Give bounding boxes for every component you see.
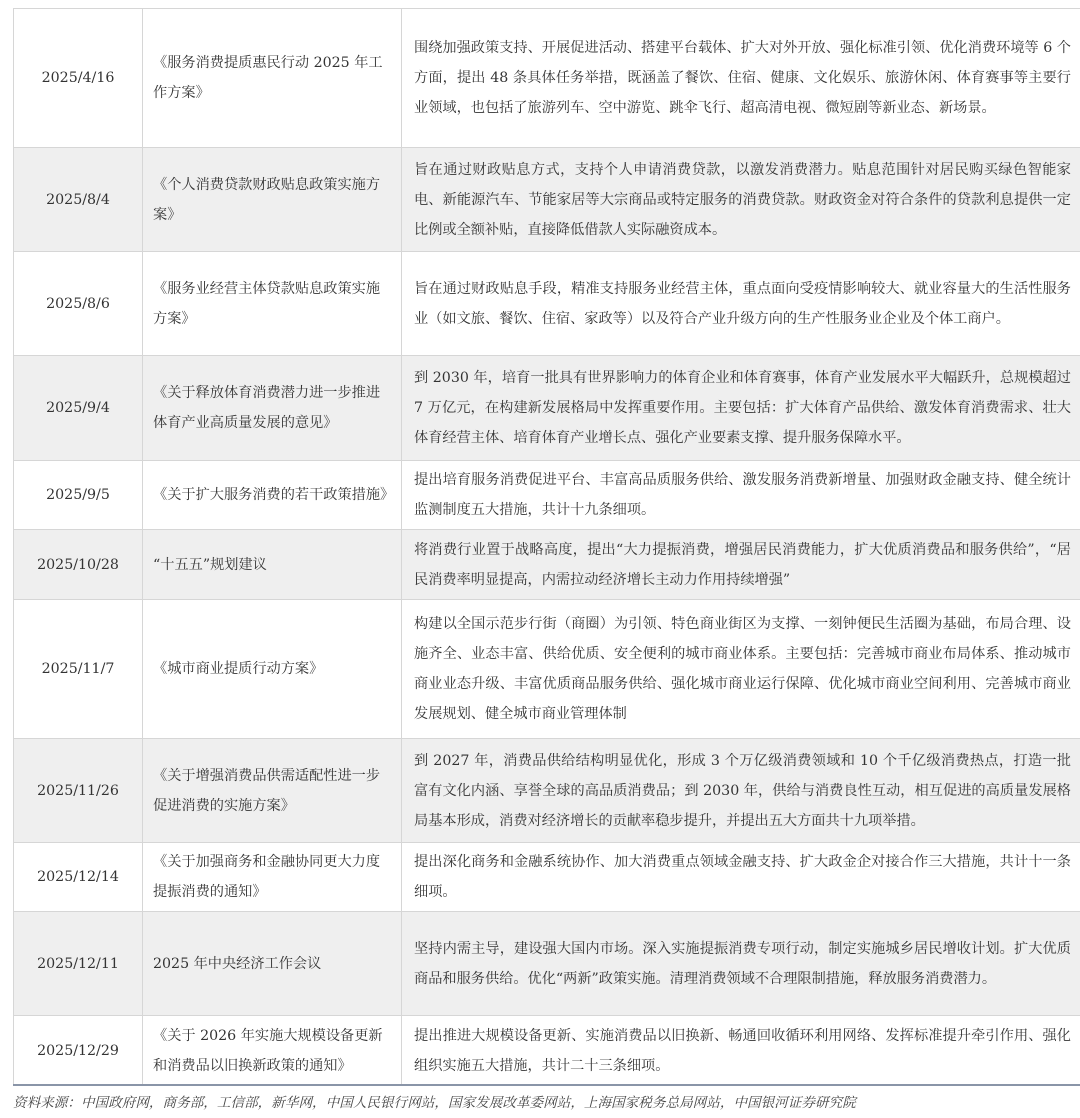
row-date: 2025/8/6 bbox=[14, 252, 143, 356]
table-row bbox=[14, 843, 1080, 912]
consumption-policy-table bbox=[13, 8, 1080, 1086]
row-policy-name: 《关于增强消费品供需适配性进一步促进消费的实施方案》 bbox=[143, 739, 402, 843]
row-policy-name: 《个人消费贷款财政贴息政策实施方案》 bbox=[143, 148, 402, 252]
row-policy-name: 《服务业经营主体贷款贴息政策实施方案》 bbox=[143, 252, 402, 356]
table-row bbox=[14, 252, 1080, 356]
row-date: 2025/12/11 bbox=[14, 912, 143, 1016]
row-policy-name: 《关于加强商务和金融协同更大力度提振消费的通知》 bbox=[143, 843, 402, 912]
row-policy-name: 2025 年中央经济工作会议 bbox=[143, 912, 402, 1016]
row-policy-name: 《关于释放体育消费潜力进一步推进体育产业高质量发展的意见》 bbox=[143, 356, 402, 461]
row-policy-content: 提出推进大规模设备更新、实施消费品以旧换新、畅通回收循环利用网络、发挥标准提升牵引作用、强化组织实施五大措施，共计二十三条细项。 bbox=[402, 1016, 1080, 1086]
row-policy-name: 《关于扩大服务消费的若干政策措施》 bbox=[143, 461, 402, 530]
table-row bbox=[14, 1016, 1080, 1086]
row-policy-content: 围绕加强政策支持、开展促进活动、搭建平台载体、扩大对外开放、强化标准引领、优化消费环境等 6 个方面，提出 48 条具体任务举措，既涵盖了餐饮、住宿、健康、文化娱乐、旅游休闲、体育赛事等主要行业领域，也包括了旅游列车、空中游览、跳伞飞行、超高清电视、微短剧等新业态、新场景。 bbox=[402, 9, 1080, 148]
row-policy-name: “十五五”规划建议 bbox=[143, 530, 402, 600]
row-policy-name: 《服务消费提质惠民行动 2025 年工作方案》 bbox=[143, 9, 402, 148]
row-policy-content: 构建以全国示范步行街（商圈）为引领、特色商业街区为支撑、一刻钟便民生活圈为基础，布局合理、设施齐全、业态丰富、供给优质、安全便利的城市商业体系。主要包括：完善城市商业布局体系、推动城市商业业态升级、丰富优质商品服务供给、强化城市商业运行保障、优化城市商业空间利用、完善城市商业发展规划、健全城市商业管理体制 bbox=[402, 600, 1080, 739]
row-policy-content: 到 2027 年，消费品供给结构明显优化，形成 3 个万亿级消费领域和 10 个千亿级消费热点，打造一批富有文化内涵、享誉全球的高品质消费品；到 2030 年，供给与消费良性互动，相互促进的高质量发展格局基本形成，消费对经济增长的贡献率稳步提升，并提出五大方面共十九项举措。 bbox=[402, 739, 1080, 843]
row-policy-content: 将消费行业置于战略高度，提出“大力提振消费，增强居民消费能力，扩大优质消费品和服务供给”，“居民消费率明显提高，内需拉动经济增长主动力作用持续增强” bbox=[402, 530, 1080, 600]
table-row bbox=[14, 461, 1080, 530]
row-policy-name: 《关于 2026 年实施大规模设备更新和消费品以旧换新政策的通知》 bbox=[143, 1016, 402, 1086]
row-date: 2025/12/29 bbox=[14, 1016, 143, 1086]
table-bottom-rule bbox=[13, 1084, 1080, 1086]
table-row bbox=[14, 530, 1080, 600]
row-policy-content: 提出培育服务消费促进平台、丰富高品质服务供给、激发服务消费新增量、加强财政金融支持、健全统计监测制度五大措施，共计十九条细项。 bbox=[402, 461, 1080, 530]
row-date: 2025/11/26 bbox=[14, 739, 143, 843]
row-date: 2025/12/14 bbox=[14, 843, 143, 912]
row-policy-content: 提出深化商务和金融系统协作、加大消费重点领域金融支持、扩大政金企对接合作三大措施，共计十一条细项。 bbox=[402, 843, 1080, 912]
row-policy-content: 坚持内需主导，建设强大国内市场。深入实施提振消费专项行动，制定实施城乡居民增收计划。扩大优质商品和服务供给。优化“两新”政策实施。清理消费领域不合理限制措施，释放服务消费潜力。 bbox=[402, 912, 1080, 1016]
table-row bbox=[14, 9, 1080, 148]
table-row bbox=[14, 739, 1080, 843]
row-date: 2025/10/28 bbox=[14, 530, 143, 600]
row-date: 2025/9/4 bbox=[14, 356, 143, 461]
table-row bbox=[14, 912, 1080, 1016]
row-date: 2025/4/16 bbox=[14, 9, 143, 148]
table-row bbox=[14, 600, 1080, 739]
row-date: 2025/11/7 bbox=[14, 600, 143, 739]
policy-table-container bbox=[13, 8, 1080, 1086]
row-policy-content: 到 2030 年，培育一批具有世界影响力的体育企业和体育赛事，体育产业发展水平大幅跃升，总规模超过 7 万亿元，在构建新发展格局中发挥重要作用。主要包括：扩大体育产品供给、激发体育消费需求、壮大体育经营主体、培育体育产业增长点、强化产业要素支撑、提升服务保障水平。 bbox=[402, 356, 1080, 461]
row-policy-name: 《城市商业提质行动方案》 bbox=[143, 600, 402, 739]
table-row bbox=[14, 356, 1080, 461]
table-row bbox=[14, 148, 1080, 252]
source-note: 资料来源：中国政府网，商务部，工信部，新华网，中国人民银行网站，国家发展改革委网站，上海国家税务总局网站，中国银河证券研究院 bbox=[13, 1095, 856, 1111]
row-date: 2025/8/4 bbox=[14, 148, 143, 252]
row-policy-content: 旨在通过财政贴息手段，精准支持服务业经营主体，重点面向受疫情影响较大、就业容量大的生活性服务业（如文旅、餐饮、住宿、家政等）以及符合产业升级方向的生产性服务业企业及个体工商户。 bbox=[402, 252, 1080, 356]
row-date: 2025/9/5 bbox=[14, 461, 143, 530]
row-policy-content: 旨在通过财政贴息方式，支持个人申请消费贷款，以激发消费潜力。贴息范围针对居民购买绿色智能家电、新能源汽车、节能家居等大宗商品或特定服务的消费贷款。财政资金对符合条件的贷款利息提供一定比例或全额补贴，直接降低借款人实际融资成本。 bbox=[402, 148, 1080, 252]
